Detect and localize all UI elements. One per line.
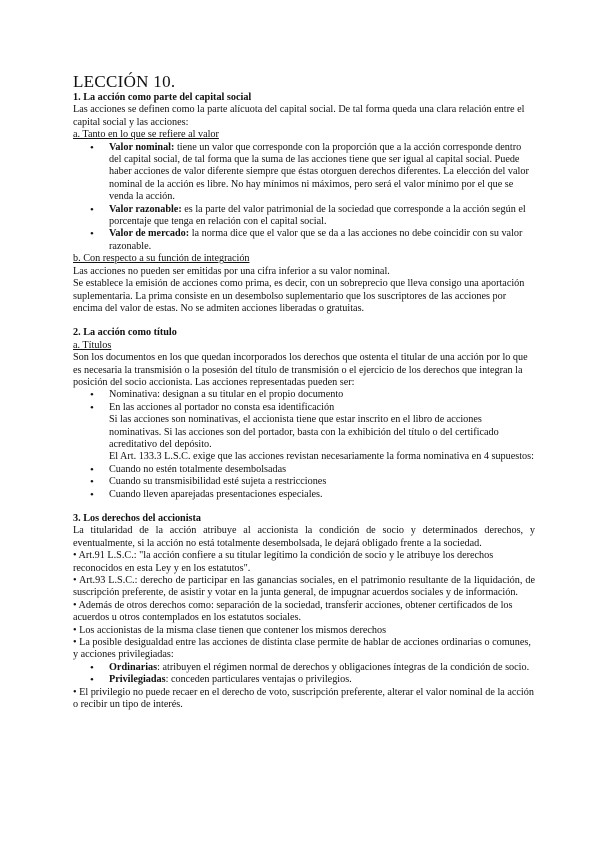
list-item [109, 228, 535, 253]
paragraph: Se establece la emisión de acciones como prima, es decir, con un sobreprecio que lleva consigo una aportación suplementaria. La prima consiste en un desembolso suplementario que los suscriptores de las acciones por encima del valor de estas. No se admiten acciones liberadas o gratuitas. [73, 278, 525, 314]
item-term: Valor razonable: [109, 203, 182, 215]
list-item: • Cuando su transmisibilidad esté sujeta a restricciones [109, 476, 535, 488]
section-2-heading: 2. La acción como título [73, 327, 177, 339]
list-item: • Nominativa: designan a su titular en el propio documento [109, 389, 535, 401]
list-item [109, 662, 535, 674]
item-text: : atribuyen el régimen normal de derechos y obligaciones íntegras de la condición de socio. [157, 661, 530, 673]
list-item: • Cuando no estén totalmente desembolsadas [109, 464, 535, 476]
indented-paragraph: El Art. 133.3 L.S.C. exige que las acciones revistan necesariamente la forma nominativa en 4 supuestos: [109, 451, 534, 463]
section-3-heading: 3. Los derechos del accionista [73, 513, 202, 524]
cases-list [73, 464, 535, 501]
section-1a-heading: a. Tanto en lo que se refiere al valor [73, 129, 219, 141]
lesson-title: LECCIÓN 10. [73, 72, 176, 91]
item-text: : conceden particulares ventajas o privilegios. [165, 674, 352, 686]
paragraph: • Art.93 L.S.C.: derecho de participar en las ganancias sociales, en el patrimonio resultante de la liquidación, de suscripción preferente, de asistir y votar en la junta general, de impugnar acuerdos sociales y de información. [73, 575, 535, 599]
document-page [73, 72, 535, 712]
list-item [109, 142, 535, 204]
list-item: • En las acciones al portador no consta esa identificación [109, 402, 535, 414]
item-term: Valor nominal: [109, 141, 175, 153]
paragraph: • Los accionistas de la misma clase tienen que contener los mismos derechos [73, 624, 387, 636]
list-item: • Cuando lleven aparejadas presentaciones especiales. [109, 489, 535, 501]
paragraph: Las acciones no pueden ser emitidas por una cifra inferior a su valor nominal. [73, 265, 390, 277]
indented-paragraph: Si las acciones son nominativas, el accionista tiene que estar inscrito en el libro de acciones nominativas. Si las acciones son del portador, basta con la exhibición del título o del certificado acreditativo del depósito. [109, 414, 499, 450]
item-term: Privilegiadas [109, 674, 166, 686]
paragraph: La titularidad de la acción atribuye al accionista la condición de socio y determinados derechos, y eventualmente, si la acción no está totalmente desembolsada, le dejará obligado frente a la sociedad. [73, 525, 535, 549]
section-1-intro: Las acciones se definen como la parte alícuota del capital social. De tal forma queda una clara relación entre el capital social y las acciones: [73, 104, 525, 128]
title-type-list [73, 389, 535, 414]
paragraph: • La posible desigualdad entre las acciones de distinta clase permite de hablar de acciones ordinarias o comunes, y acciones privilegiadas: [73, 637, 531, 661]
paragraph: • El privilegio no puede recaer en el derecho de voto, suscripción preferente, alterar el valor nominal de la acción o recibir un tipo de interés. [73, 686, 534, 711]
paragraph: • Art.91 L.S.C.: "la acción confiere a su titular legítimo la condición de socio y le atribuye los derechos reconocidos en esta Ley y en los estatutos". [73, 550, 494, 574]
paragraph: Son los documentos en los que quedan incorporados los derechos que ostenta el titular de una acción por lo que es necesaria la transmisión o la posesión del título de transmisión o el ejercicio de los derechos que integran la posición del socio accionista. Las acciones representadas pueden ser: [73, 352, 528, 388]
section-2a-heading: a. Títulos [73, 339, 112, 351]
share-class-list [73, 662, 535, 687]
section-1-heading: 1. La acción como parte del capital social [73, 92, 252, 103]
item-term: Ordinarias [109, 661, 158, 673]
section-1b-heading: b. Con respecto a su función de integración [73, 253, 250, 265]
list-item [109, 204, 535, 229]
list-item [109, 674, 535, 686]
value-list [73, 142, 535, 254]
item-term: Valor de mercado: [109, 228, 190, 240]
item-text: es la parte del valor patrimonial de la sociedad que corresponde a la acción según el porcentaje que tenga en relación con el capital social. [109, 203, 526, 228]
item-text: la norma dice que el valor que se da a las acciones no debe coincidir con su valor razonable. [109, 228, 523, 252]
paragraph: • Además de otros derechos como: separación de la sociedad, transferir acciones, obtener certificados de los acuerdos u otros contemplados en los estatutos sociales. [73, 599, 513, 624]
item-text: tiene un valor que corresponde con la proporción que a la acción corresponde dentro del capital social, de tal forma que la suma de las acciones tiene que ser igual al capital social. Puede haber acciones de valor diferente siempre que éstas otorguen derechos diferentes. La elección del valor nominal de la acción es libre. No hay mínimos ni máximos, pero será el valor mínimo por el que se venda la acción. [109, 141, 529, 203]
